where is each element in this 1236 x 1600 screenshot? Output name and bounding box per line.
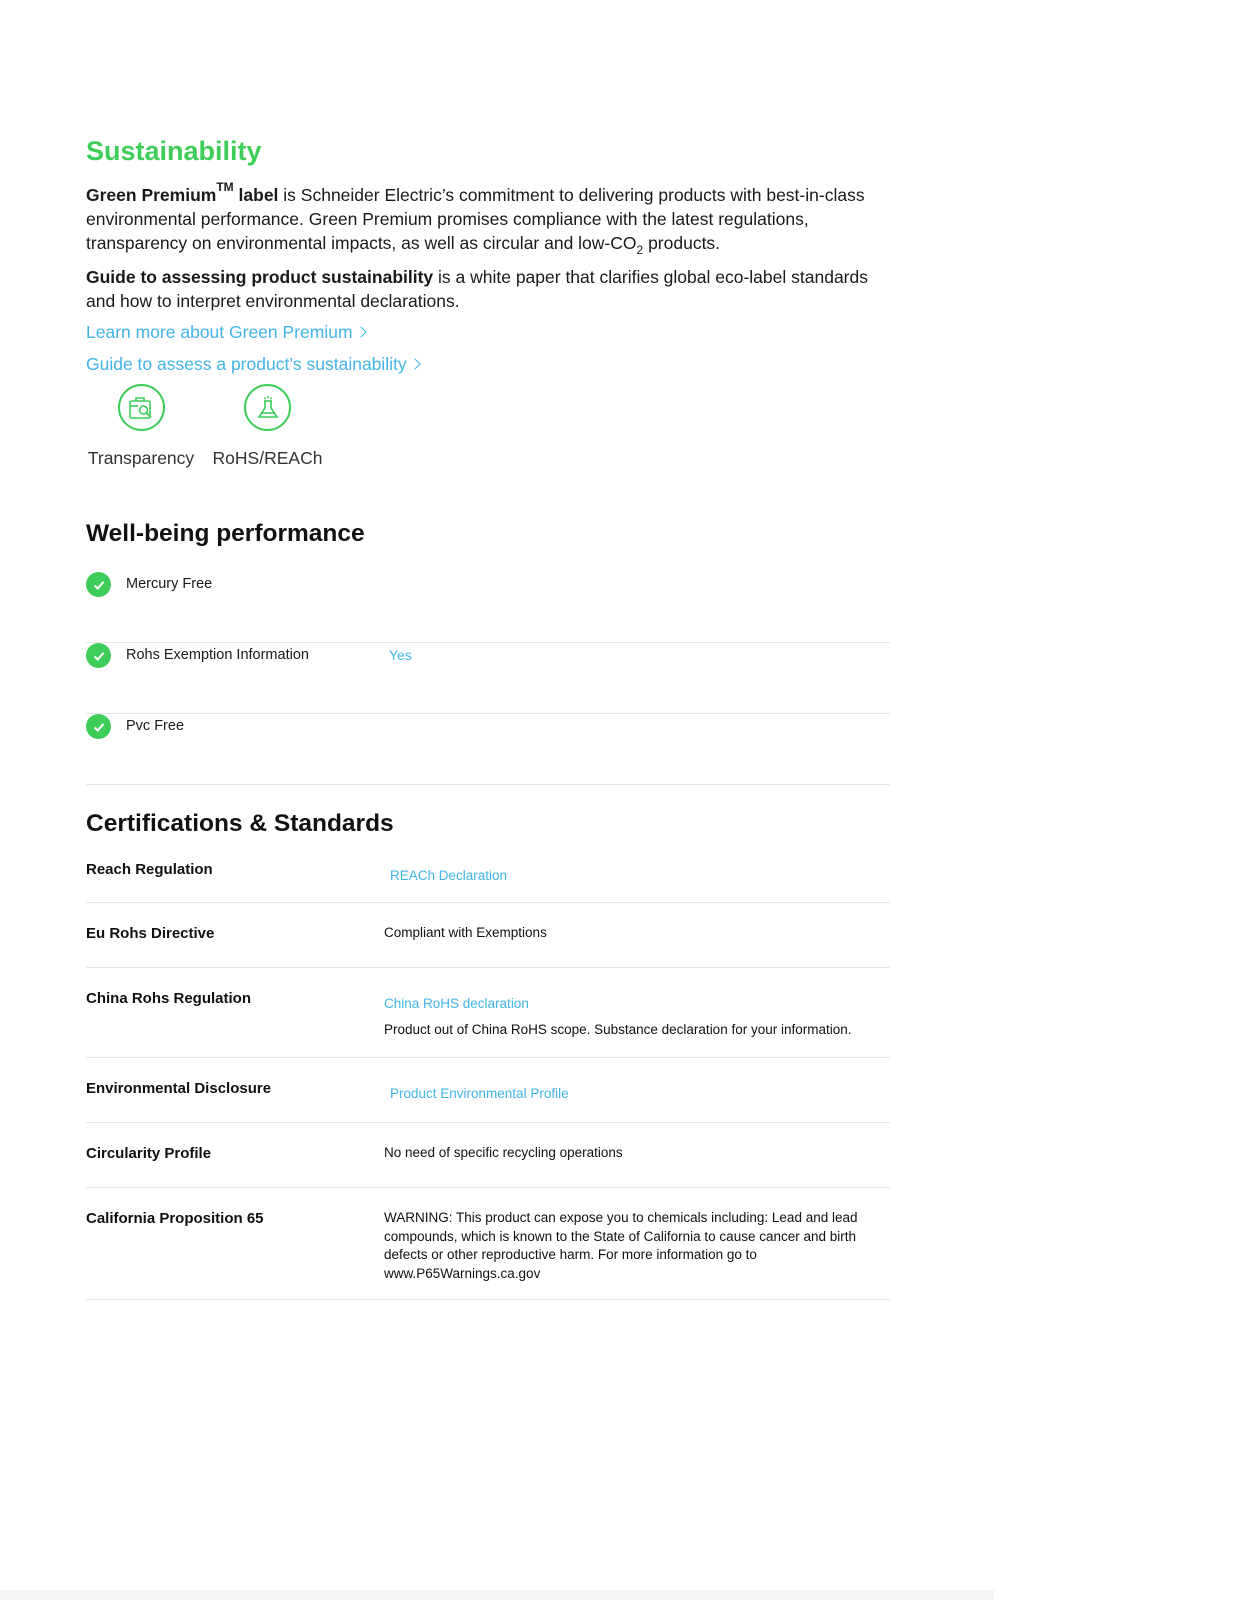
green-premium-paragraph [86, 180, 886, 257]
wellbeing-label: Pvc Free [126, 718, 185, 734]
guide-paragraph [86, 265, 886, 313]
prop-65-warning: WARNING: This product can expose you to chemicals including: Lead and lead compounds, which is known to the State of California to cause cancer and birth defects or other reproductive harm. For more information go to www.P65Warnings.ca.gov [384, 1210, 858, 1281]
wellbeing-label: Mercury Free [126, 576, 213, 592]
guide-term: Guide to assessing product sustainability [86, 267, 434, 287]
reach-declaration-link[interactable]: REACh Declaration [390, 868, 508, 883]
guide-text: is a white paper that clarifies global eco-label standards and how to interpret environmental declarations. [86, 267, 868, 311]
wellbeing-title: Well-being performance [86, 520, 365, 547]
chevron-right-icon [355, 326, 366, 337]
cert-label: Environmental Disclosure [86, 1080, 272, 1097]
co2-subscript: 2 [636, 243, 644, 257]
wellbeing-label: Rohs Exemption Information [126, 647, 309, 663]
cert-label: California Proposition 65 [86, 1210, 264, 1227]
transparency-icon [118, 384, 165, 431]
green-premium-text-end: products. [643, 233, 721, 253]
check-icon [86, 714, 111, 739]
flask-icon [244, 384, 291, 431]
product-environmental-profile-link[interactable]: Product Environmental Profile [390, 1086, 569, 1101]
learn-more-label: Learn more about Green Premium [86, 322, 353, 342]
cert-row-environmental-disclosure [86, 1058, 890, 1123]
trademark-mark: TM [216, 180, 234, 194]
cert-value: Product out of China RoHS scope. Substance declaration for your information. [384, 1022, 852, 1037]
transparency-badge [86, 384, 196, 469]
check-icon [86, 572, 111, 597]
certifications-title: Certifications & Standards [86, 810, 394, 837]
green-premium-term: Green Premium [86, 185, 217, 205]
rohs-reach-label: RoHS/REACh [212, 448, 323, 468]
guide-link-label: Guide to assess a product’s sustainability [86, 354, 407, 374]
rohs-reach-badge [210, 384, 325, 469]
cert-label: China Rohs Regulation [86, 990, 251, 1007]
green-premium-text: is Schneider Electric’s commitment to delivering products with best-in-class environmental performance. Green Premium promises compliance with the latest regulations, transparency on environmental impacts, as well as circular and low-CO [86, 185, 865, 253]
cert-value: No need of specific recycling operations [384, 1145, 623, 1160]
wellbeing-row-mercury-free [86, 572, 890, 643]
page-bottom-strip [0, 1590, 994, 1600]
cert-row-reach [86, 855, 890, 903]
sustainability-title: Sustainability [86, 136, 262, 166]
cert-row-circularity [86, 1123, 890, 1188]
cert-label: Reach Regulation [86, 861, 213, 878]
check-icon [86, 643, 111, 668]
cert-row-china-rohs [86, 968, 890, 1058]
chevron-right-icon [409, 358, 420, 369]
guide-sustainability-link[interactable] [86, 354, 419, 375]
china-rohs-declaration-link[interactable]: China RoHS declaration [384, 996, 529, 1011]
cert-row-eu-rohs [86, 903, 890, 968]
cert-label: Circularity Profile [86, 1145, 212, 1162]
learn-more-green-premium-link[interactable] [86, 322, 365, 343]
rohs-exemption-value: Yes [389, 647, 412, 663]
wellbeing-row-rohs-exemption [86, 643, 890, 714]
transparency-label: Transparency [87, 448, 195, 468]
cert-value: Compliant with Exemptions [384, 925, 547, 940]
wellbeing-row-pvc-free [86, 714, 890, 785]
cert-row-california-prop-65 [86, 1188, 890, 1300]
label-term: label [238, 185, 279, 205]
cert-label: Eu Rohs Directive [86, 925, 215, 942]
